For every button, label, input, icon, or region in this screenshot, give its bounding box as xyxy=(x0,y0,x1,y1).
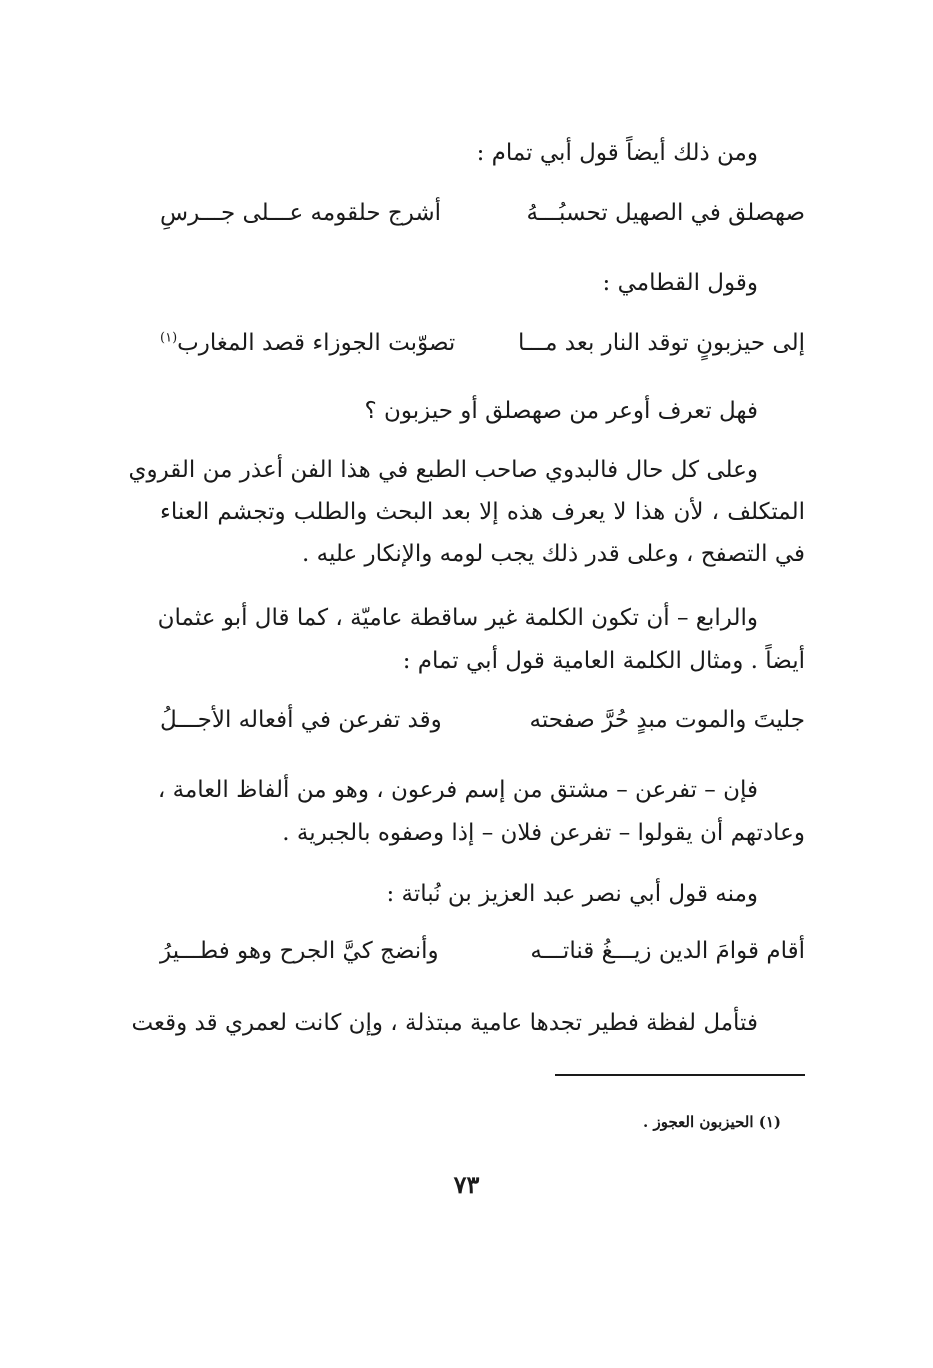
footnote: (١) الحيزبون العجوز . xyxy=(643,1113,781,1131)
verse-hemistich-second: وقد تفرعن في أفعاله الأجـــلُ xyxy=(160,707,442,733)
paragraph-line: أيضاً . ومثال الكلمة العامية قول أبي تمام : xyxy=(402,648,805,674)
verse-line xyxy=(160,703,805,737)
verse-hemistich-first: جليتَ والموت مبدٍ حُرَّ صفحته xyxy=(529,707,805,733)
verse-line xyxy=(160,196,805,230)
verse-hemistich-first: أقام قوامَ الدين زيـــغُ قناتـــه xyxy=(530,938,805,964)
verse-hemistich-text: تصوّبت الجوزاء قصد المغارب xyxy=(177,330,456,356)
paragraph-line: المتكلف ، لأن هذا لا يعرف هذه إلا بعد البحث والطلب وتجشم العناء xyxy=(160,499,805,525)
footnote-marker: (١) xyxy=(160,330,178,346)
footnote-divider xyxy=(555,1074,805,1076)
paragraph-line: في التصفح ، وعلى قدر ذلك يجب لومه والإنكار عليه . xyxy=(301,541,805,567)
verse-line xyxy=(160,934,805,968)
paragraph-line: فتأمل لفظة فطير تجدها عامية مبتذلة ، وإن كانت لعمري قد وقعت xyxy=(131,1010,758,1036)
paragraph-line: وعادتهم أن يقولوا – تفرعن فلان – إذا وصفوه بالجبرية . xyxy=(282,820,805,846)
paragraph-line: والرابع – أن تكون الكلمة غير ساقطة عاميّة ، كما قال أبو عثمان xyxy=(157,605,758,631)
verse-hemistich-first: إلى حيزبونٍ توقد النار بعد مـــا xyxy=(517,330,805,356)
verse-line xyxy=(160,326,805,360)
paragraph-line: وعلى كل حال فالبدوي صاحب الطبع في هذا الفن أعذر من القروي xyxy=(128,457,758,483)
page-number: ٧٣ xyxy=(453,1170,480,1199)
text-line-intro-qatami: وقول القطامي : xyxy=(602,270,758,296)
text-line-intro-nubata: ومنه قول أبي نصر عبد العزيز بن نُباتة : xyxy=(386,881,758,907)
verse-hemistich-second: وأنضج كيَّ الجرح وهو فطـــيرُ xyxy=(160,938,439,964)
text-line-question: فهل تعرف أوعر من صهصلق أو حيزبون ؟ xyxy=(364,398,758,424)
verse-hemistich-second xyxy=(160,326,455,360)
paragraph-line: فإن – تفرعن – مشتق من إسم فرعون ، وهو من ألفاظ العامة ، xyxy=(157,777,758,803)
verse-hemistich-second: أشرج حلقومه عـــلى جـــرسِ xyxy=(160,200,442,226)
text-line-intro-abu-tammam: ومن ذلك أيضاً قول أبي تمام : xyxy=(476,140,758,166)
verse-hemistich-first: صهصلق في الصهيل تحسبُـــهُ xyxy=(526,200,805,226)
